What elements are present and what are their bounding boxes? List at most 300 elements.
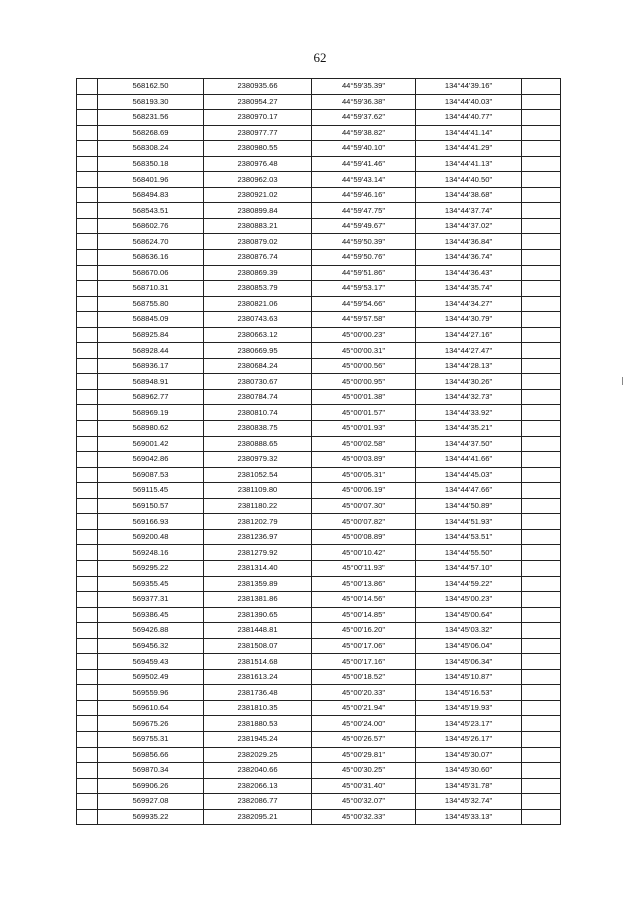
latitude-cell: 44°59'37.62" (312, 110, 416, 126)
latitude-cell: 45°00'06.19" (312, 483, 416, 499)
row-number-cell (77, 79, 98, 95)
table-row (77, 778, 561, 794)
x-coordinate-cell: 569559.96 (98, 685, 204, 701)
latitude-cell: 45°00'26.57" (312, 731, 416, 747)
x-coordinate-cell: 569150.57 (98, 498, 204, 514)
latitude-cell: 45°00'10.42" (312, 545, 416, 561)
row-number-cell (77, 172, 98, 188)
row-number-cell (77, 156, 98, 172)
longitude-cell: 134°44'32.73" (416, 389, 522, 405)
y-coordinate-cell: 2381390.65 (204, 607, 312, 623)
row-number-cell (77, 125, 98, 141)
x-coordinate-cell: 568193.30 (98, 94, 204, 110)
longitude-cell: 134°44'37.02" (416, 218, 522, 234)
row-number-cell (77, 731, 98, 747)
longitude-cell: 134°44'28.13" (416, 358, 522, 374)
table-row (77, 250, 561, 266)
row-number-cell (77, 110, 98, 126)
x-coordinate-cell: 569042.86 (98, 452, 204, 468)
y-coordinate-cell: 2381052.54 (204, 467, 312, 483)
table-row (77, 716, 561, 732)
note-cell (522, 638, 561, 654)
x-coordinate-cell: 568925.84 (98, 327, 204, 343)
y-coordinate-cell: 2381736.48 (204, 685, 312, 701)
y-coordinate-cell: 2381448.81 (204, 623, 312, 639)
row-number-cell (77, 187, 98, 203)
y-coordinate-cell: 2380970.17 (204, 110, 312, 126)
longitude-cell: 134°45'00.64" (416, 607, 522, 623)
latitude-cell: 44°59'49.67" (312, 218, 416, 234)
longitude-cell: 134°45'30.07" (416, 747, 522, 763)
x-coordinate-cell: 568948.91 (98, 374, 204, 390)
longitude-cell: 134°44'41.13" (416, 156, 522, 172)
x-coordinate-cell: 568710.31 (98, 281, 204, 297)
longitude-cell: 134°44'41.66" (416, 452, 522, 468)
y-coordinate-cell: 2380810.74 (204, 405, 312, 421)
table-row (77, 638, 561, 654)
longitude-cell: 134°45'23.17" (416, 716, 522, 732)
latitude-cell: 45°00'21.94" (312, 700, 416, 716)
longitude-cell: 134°45'00.23" (416, 592, 522, 608)
x-coordinate-cell: 569870.34 (98, 763, 204, 779)
longitude-cell: 134°44'35.21" (416, 421, 522, 437)
page-number: 62 (313, 50, 327, 65)
y-coordinate-cell: 2380962.03 (204, 172, 312, 188)
row-number-cell (77, 576, 98, 592)
coordinates-table-body (77, 79, 561, 825)
row-number-cell (77, 374, 98, 390)
y-coordinate-cell: 2380669.95 (204, 343, 312, 359)
note-cell (522, 809, 561, 825)
latitude-cell: 45°00'32.33" (312, 809, 416, 825)
table-row (77, 685, 561, 701)
longitude-cell: 134°44'33.92" (416, 405, 522, 421)
latitude-cell: 45°00'17.16" (312, 654, 416, 670)
table-row (77, 623, 561, 639)
row-number-cell (77, 514, 98, 530)
note-cell (522, 498, 561, 514)
longitude-cell: 134°44'38.68" (416, 187, 522, 203)
row-number-cell (77, 747, 98, 763)
table-row (77, 218, 561, 234)
longitude-cell: 134°44'40.77" (416, 110, 522, 126)
x-coordinate-cell: 569935.22 (98, 809, 204, 825)
x-coordinate-cell: 569386.45 (98, 607, 204, 623)
note-cell (522, 405, 561, 421)
row-number-cell (77, 296, 98, 312)
x-coordinate-cell: 569087.53 (98, 467, 204, 483)
y-coordinate-cell: 2382086.77 (204, 794, 312, 810)
longitude-cell: 134°44'34.27" (416, 296, 522, 312)
table-row (77, 731, 561, 747)
latitude-cell: 44°59'40.10" (312, 141, 416, 157)
table-row (77, 296, 561, 312)
latitude-cell: 45°00'00.23" (312, 327, 416, 343)
longitude-cell: 134°44'53.51" (416, 529, 522, 545)
x-coordinate-cell: 568231.56 (98, 110, 204, 126)
table-row (77, 529, 561, 545)
x-coordinate-cell: 568602.76 (98, 218, 204, 234)
table-row (77, 234, 561, 250)
row-number-cell (77, 389, 98, 405)
latitude-cell: 45°00'17.06" (312, 638, 416, 654)
table-row (77, 452, 561, 468)
note-cell (522, 125, 561, 141)
latitude-cell: 44°59'50.39" (312, 234, 416, 250)
y-coordinate-cell: 2380888.65 (204, 436, 312, 452)
longitude-cell: 134°45'26.17" (416, 731, 522, 747)
table-row (77, 794, 561, 810)
note-cell (522, 592, 561, 608)
y-coordinate-cell: 2380879.02 (204, 234, 312, 250)
y-coordinate-cell: 2381202.79 (204, 514, 312, 530)
x-coordinate-cell: 568401.96 (98, 172, 204, 188)
table-row (77, 358, 561, 374)
note-cell (522, 327, 561, 343)
y-coordinate-cell: 2380838.75 (204, 421, 312, 437)
x-coordinate-cell: 568636.16 (98, 250, 204, 266)
y-coordinate-cell: 2381109.80 (204, 483, 312, 499)
row-number-cell (77, 250, 98, 266)
y-coordinate-cell: 2380876.74 (204, 250, 312, 266)
latitude-cell: 45°00'29.81" (312, 747, 416, 763)
note-cell (522, 218, 561, 234)
row-number-cell (77, 94, 98, 110)
longitude-cell: 134°44'55.50" (416, 545, 522, 561)
y-coordinate-cell: 2380784.74 (204, 389, 312, 405)
row-number-cell (77, 809, 98, 825)
x-coordinate-cell: 569856.66 (98, 747, 204, 763)
row-number-cell (77, 421, 98, 437)
table-row (77, 187, 561, 203)
note-cell (522, 483, 561, 499)
row-number-cell (77, 592, 98, 608)
x-coordinate-cell: 568928.44 (98, 343, 204, 359)
x-coordinate-cell: 569200.48 (98, 529, 204, 545)
y-coordinate-cell: 2380883.21 (204, 218, 312, 234)
x-coordinate-cell: 568962.77 (98, 389, 204, 405)
y-coordinate-cell: 2382040.66 (204, 763, 312, 779)
x-coordinate-cell: 568162.50 (98, 79, 204, 95)
row-number-cell (77, 638, 98, 654)
y-coordinate-cell: 2382029.25 (204, 747, 312, 763)
table-row (77, 607, 561, 623)
latitude-cell: 45°00'16.20" (312, 623, 416, 639)
table-row (77, 374, 561, 390)
longitude-cell: 134°44'57.10" (416, 560, 522, 576)
table-row (77, 389, 561, 405)
y-coordinate-cell: 2380899.84 (204, 203, 312, 219)
x-coordinate-cell: 569456.32 (98, 638, 204, 654)
table-row (77, 125, 561, 141)
note-cell (522, 421, 561, 437)
y-coordinate-cell: 2380977.77 (204, 125, 312, 141)
note-cell (522, 94, 561, 110)
latitude-cell: 45°00'01.93" (312, 421, 416, 437)
row-number-cell (77, 312, 98, 328)
latitude-cell: 45°00'03.89" (312, 452, 416, 468)
latitude-cell: 44°59'41.46" (312, 156, 416, 172)
x-coordinate-cell: 569426.88 (98, 623, 204, 639)
table-row (77, 79, 561, 95)
note-cell (522, 452, 561, 468)
longitude-cell: 134°45'31.78" (416, 778, 522, 794)
table-row (77, 498, 561, 514)
latitude-cell: 45°00'20.33" (312, 685, 416, 701)
table-row (77, 560, 561, 576)
row-number-cell (77, 343, 98, 359)
x-coordinate-cell: 568670.06 (98, 265, 204, 281)
note-cell (522, 731, 561, 747)
y-coordinate-cell: 2381945.24 (204, 731, 312, 747)
y-coordinate-cell: 2380684.24 (204, 358, 312, 374)
row-number-cell (77, 405, 98, 421)
latitude-cell: 44°59'36.38" (312, 94, 416, 110)
row-number-cell (77, 700, 98, 716)
row-number-cell (77, 358, 98, 374)
latitude-cell: 44°59'51.86" (312, 265, 416, 281)
latitude-cell: 44°59'57.58" (312, 312, 416, 328)
note-cell (522, 296, 561, 312)
longitude-cell: 134°44'37.50" (416, 436, 522, 452)
longitude-cell: 134°44'40.03" (416, 94, 522, 110)
row-number-cell (77, 218, 98, 234)
row-number-cell (77, 483, 98, 499)
x-coordinate-cell: 568980.62 (98, 421, 204, 437)
longitude-cell: 134°45'16.53" (416, 685, 522, 701)
row-number-cell (77, 281, 98, 297)
note-cell (522, 514, 561, 530)
longitude-cell: 134°44'30.26" (416, 374, 522, 390)
note-cell (522, 436, 561, 452)
note-cell (522, 110, 561, 126)
y-coordinate-cell: 2380954.27 (204, 94, 312, 110)
y-coordinate-cell: 2380821.06 (204, 296, 312, 312)
row-number-cell (77, 794, 98, 810)
note-cell (522, 467, 561, 483)
table-row (77, 654, 561, 670)
x-coordinate-cell: 568845.09 (98, 312, 204, 328)
note-cell (522, 234, 561, 250)
latitude-cell: 45°00'30.25" (312, 763, 416, 779)
table-row (77, 110, 561, 126)
x-coordinate-cell: 568969.19 (98, 405, 204, 421)
latitude-cell: 45°00'07.82" (312, 514, 416, 530)
row-number-cell (77, 265, 98, 281)
row-number-cell (77, 452, 98, 468)
latitude-cell: 45°00'31.40" (312, 778, 416, 794)
note-cell (522, 312, 561, 328)
note-cell (522, 576, 561, 592)
note-cell (522, 79, 561, 95)
row-number-cell (77, 607, 98, 623)
table-row (77, 545, 561, 561)
longitude-cell: 134°44'35.74" (416, 281, 522, 297)
x-coordinate-cell: 569355.45 (98, 576, 204, 592)
table-row (77, 312, 561, 328)
note-cell (522, 203, 561, 219)
note-cell (522, 623, 561, 639)
y-coordinate-cell: 2381613.24 (204, 669, 312, 685)
longitude-cell: 134°45'03.32" (416, 623, 522, 639)
longitude-cell: 134°44'39.16" (416, 79, 522, 95)
x-coordinate-cell: 568755.80 (98, 296, 204, 312)
latitude-cell: 44°59'43.14" (312, 172, 416, 188)
x-coordinate-cell: 569001.42 (98, 436, 204, 452)
table-row (77, 405, 561, 421)
note-cell (522, 265, 561, 281)
row-number-cell (77, 778, 98, 794)
latitude-cell: 45°00'01.57" (312, 405, 416, 421)
note-cell (522, 172, 561, 188)
table-row (77, 700, 561, 716)
table-row (77, 763, 561, 779)
note-cell (522, 156, 561, 172)
note-cell (522, 358, 561, 374)
y-coordinate-cell: 2381279.92 (204, 545, 312, 561)
x-coordinate-cell: 568624.70 (98, 234, 204, 250)
longitude-cell: 134°44'36.43" (416, 265, 522, 281)
y-coordinate-cell: 2380921.02 (204, 187, 312, 203)
longitude-cell: 134°44'41.14" (416, 125, 522, 141)
table-row (77, 172, 561, 188)
note-cell (522, 700, 561, 716)
longitude-cell: 134°45'30.60" (416, 763, 522, 779)
row-number-cell (77, 623, 98, 639)
table-row (77, 467, 561, 483)
latitude-cell: 45°00'14.56" (312, 592, 416, 608)
y-coordinate-cell: 2381180.22 (204, 498, 312, 514)
x-coordinate-cell: 569502.49 (98, 669, 204, 685)
longitude-cell: 134°45'10.87" (416, 669, 522, 685)
x-coordinate-cell: 569610.64 (98, 700, 204, 716)
note-cell (522, 716, 561, 732)
x-coordinate-cell: 568308.24 (98, 141, 204, 157)
y-coordinate-cell: 2380980.55 (204, 141, 312, 157)
longitude-cell: 134°44'30.79" (416, 312, 522, 328)
longitude-cell: 134°45'06.04" (416, 638, 522, 654)
latitude-cell: 45°00'00.56" (312, 358, 416, 374)
table-row (77, 809, 561, 825)
longitude-cell: 134°44'27.16" (416, 327, 522, 343)
row-number-cell (77, 498, 98, 514)
y-coordinate-cell: 2382066.13 (204, 778, 312, 794)
latitude-cell: 45°00'18.52" (312, 669, 416, 685)
latitude-cell: 45°00'24.00" (312, 716, 416, 732)
row-number-cell (77, 669, 98, 685)
note-cell (522, 794, 561, 810)
latitude-cell: 44°59'35.39" (312, 79, 416, 95)
note-cell (522, 654, 561, 670)
y-coordinate-cell: 2380853.79 (204, 281, 312, 297)
latitude-cell: 45°00'05.31" (312, 467, 416, 483)
table-row (77, 514, 561, 530)
x-coordinate-cell: 569755.31 (98, 731, 204, 747)
table-row (77, 203, 561, 219)
latitude-cell: 44°59'54.66" (312, 296, 416, 312)
note-cell (522, 669, 561, 685)
row-number-cell (77, 141, 98, 157)
x-coordinate-cell: 568268.69 (98, 125, 204, 141)
table-row (77, 747, 561, 763)
longitude-cell: 134°44'51.93" (416, 514, 522, 530)
longitude-cell: 134°44'47.66" (416, 483, 522, 499)
longitude-cell: 134°44'36.84" (416, 234, 522, 250)
row-number-cell (77, 327, 98, 343)
row-number-cell (77, 716, 98, 732)
table-row (77, 141, 561, 157)
x-coordinate-cell: 568494.83 (98, 187, 204, 203)
note-cell (522, 389, 561, 405)
x-coordinate-cell: 569248.16 (98, 545, 204, 561)
x-coordinate-cell: 569927.08 (98, 794, 204, 810)
x-coordinate-cell: 568350.18 (98, 156, 204, 172)
longitude-cell: 134°44'59.22" (416, 576, 522, 592)
latitude-cell: 45°00'11.93" (312, 560, 416, 576)
x-coordinate-cell: 569115.45 (98, 483, 204, 499)
note-cell (522, 141, 561, 157)
margin-mark (622, 377, 623, 385)
table-row (77, 281, 561, 297)
table-row (77, 483, 561, 499)
table-row (77, 156, 561, 172)
latitude-cell: 45°00'08.89" (312, 529, 416, 545)
table-row (77, 327, 561, 343)
table-row (77, 265, 561, 281)
y-coordinate-cell: 2380976.48 (204, 156, 312, 172)
y-coordinate-cell: 2380663.12 (204, 327, 312, 343)
y-coordinate-cell: 2381514.68 (204, 654, 312, 670)
y-coordinate-cell: 2381508.07 (204, 638, 312, 654)
longitude-cell: 134°44'41.29" (416, 141, 522, 157)
y-coordinate-cell: 2381359.89 (204, 576, 312, 592)
table-row (77, 592, 561, 608)
coordinates-table (76, 78, 561, 825)
table-row (77, 576, 561, 592)
x-coordinate-cell: 569459.43 (98, 654, 204, 670)
note-cell (522, 529, 561, 545)
longitude-cell: 134°44'50.89" (416, 498, 522, 514)
y-coordinate-cell: 2380869.39 (204, 265, 312, 281)
y-coordinate-cell: 2380743.63 (204, 312, 312, 328)
latitude-cell: 45°00'14.85" (312, 607, 416, 623)
row-number-cell (77, 545, 98, 561)
x-coordinate-cell: 569675.26 (98, 716, 204, 732)
note-cell (522, 747, 561, 763)
longitude-cell: 134°44'45.03" (416, 467, 522, 483)
note-cell (522, 560, 561, 576)
note-cell (522, 281, 561, 297)
row-number-cell (77, 529, 98, 545)
row-number-cell (77, 654, 98, 670)
longitude-cell: 134°44'27.47" (416, 343, 522, 359)
latitude-cell: 45°00'13.86" (312, 576, 416, 592)
row-number-cell (77, 234, 98, 250)
table-row (77, 669, 561, 685)
x-coordinate-cell: 569377.31 (98, 592, 204, 608)
table-row (77, 421, 561, 437)
y-coordinate-cell: 2381314.40 (204, 560, 312, 576)
latitude-cell: 45°00'00.31" (312, 343, 416, 359)
note-cell (522, 763, 561, 779)
y-coordinate-cell: 2381381.86 (204, 592, 312, 608)
note-cell (522, 343, 561, 359)
longitude-cell: 134°45'06.34" (416, 654, 522, 670)
table-row (77, 94, 561, 110)
row-number-cell (77, 560, 98, 576)
note-cell (522, 187, 561, 203)
longitude-cell: 134°45'33.13" (416, 809, 522, 825)
